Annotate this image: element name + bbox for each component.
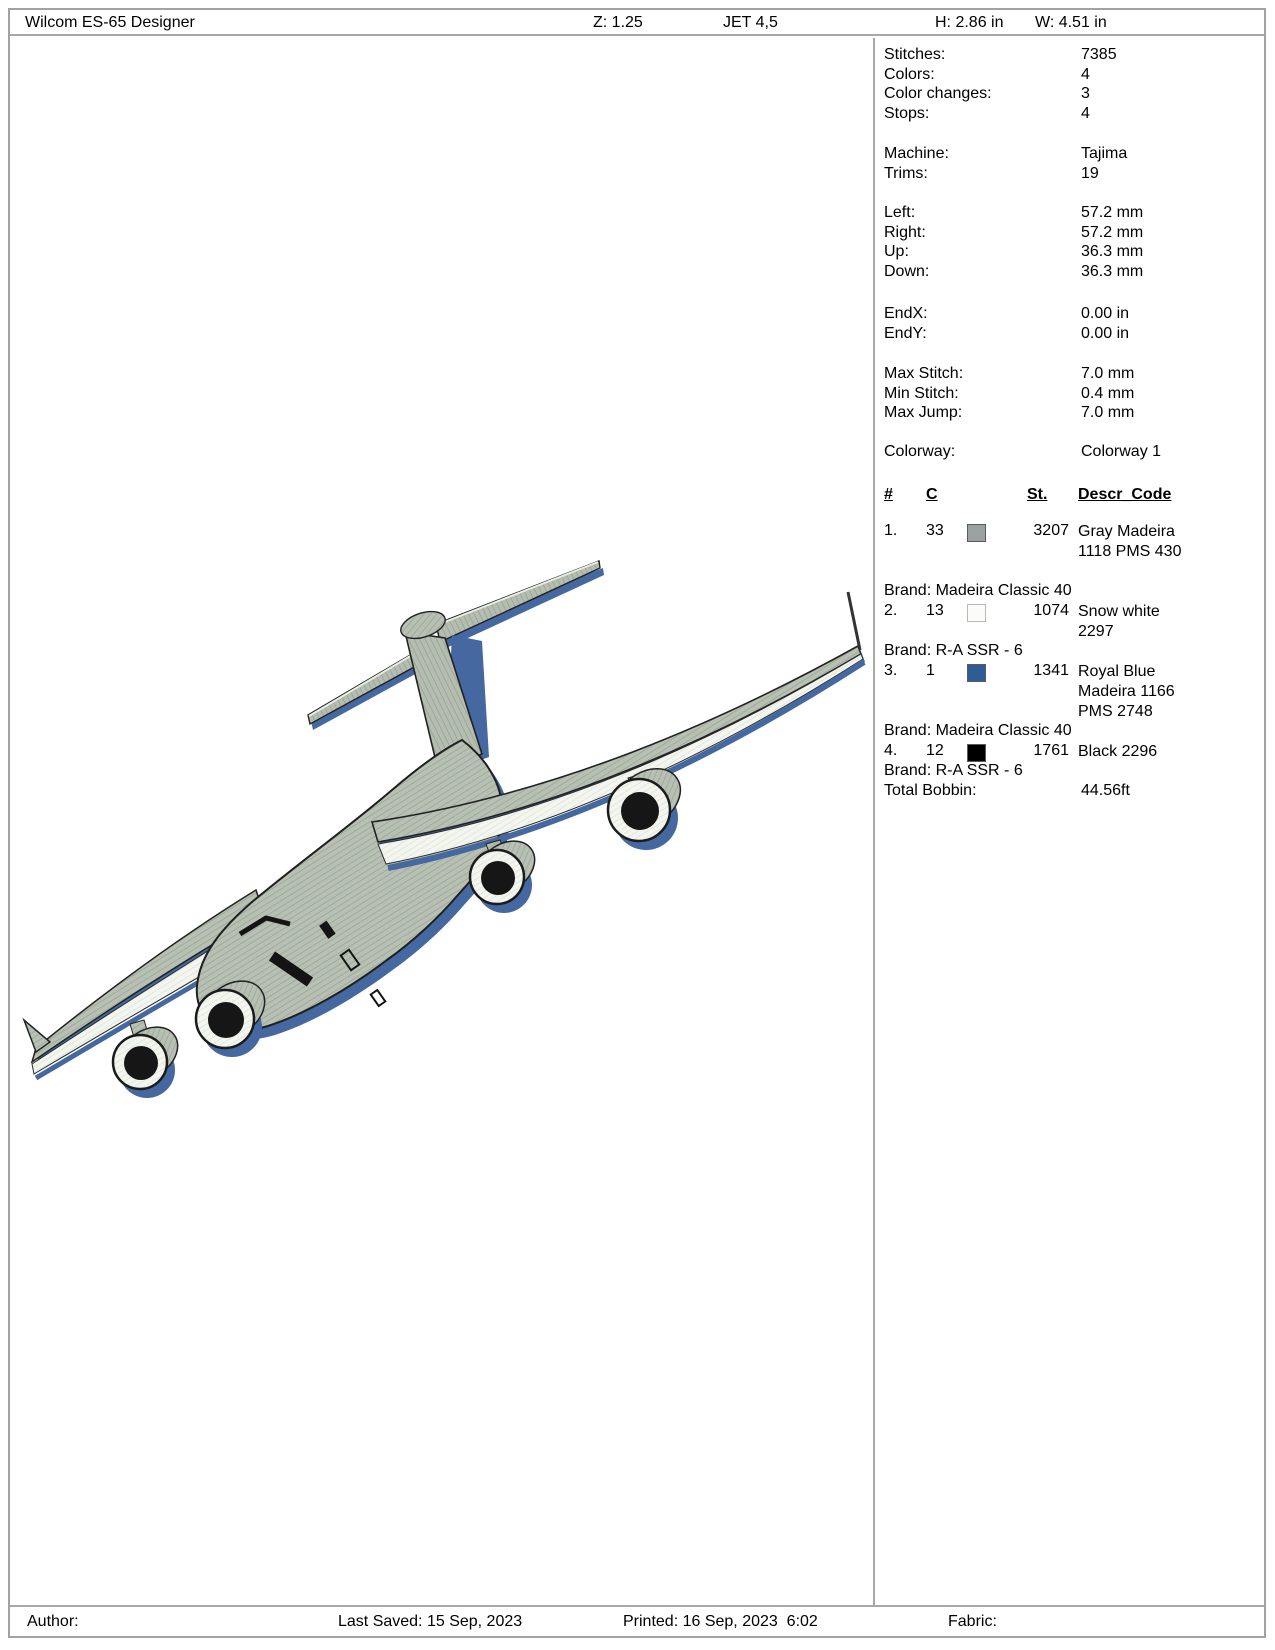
app-title: Wilcom ES-65 Designer [25,14,195,31]
last-saved-field: Last Saved: 15 Sep, 2023 [338,1613,523,1630]
design-width: W: 4.51 in [1035,14,1107,31]
jet-readout: JET 4,5 [723,14,778,31]
thread-swatch [967,744,986,762]
thread-row-num: 4. [884,742,898,759]
stat-label: EndX: [884,305,928,322]
thread-row-count: 33 [926,522,944,539]
margins-group [875,204,1264,282]
document-frame [8,8,1266,1638]
thread-brand: Brand: Madeira Classic 40 [884,582,1072,599]
thread-description: Snow white 2297 [1078,603,1160,640]
thread-stitch-count: 1761 [1033,742,1069,759]
fabric-field: Fabric: [948,1613,997,1630]
stat-label: Down: [884,262,930,280]
stat-label: Max Jump: [884,404,963,421]
end-position-group [875,305,1264,344]
thread-swatch [967,664,986,682]
stat-value: 0.4 mm [1081,384,1135,402]
thread-description: Gray Madeira 1118 PMS 430 [1078,523,1182,560]
printed-field: Printed: 16 Sep, 2023 6:02 [623,1613,818,1630]
stat-value: 36.3 mm [1081,262,1144,280]
stat-label: EndY: [884,324,927,342]
stat-value: 4 [1081,65,1090,83]
design-canvas [10,38,873,1608]
header-bar [10,10,1264,36]
stat-value: 19 [1081,164,1099,182]
stat-label: Stops: [884,104,930,122]
aircraft-design [10,38,873,1608]
thread-row-num: 2. [884,602,898,619]
stat-label: Right: [884,223,926,241]
stat-label: Left: [884,204,916,221]
stat-value: 3 [1081,85,1090,102]
col-header-c: C [926,486,938,503]
thread-description: Black 2296 [1078,743,1158,760]
stat-value: 0.00 in [1081,305,1130,322]
total-bobbin-label: Total Bobbin: [884,782,977,799]
zoom-readout: Z: 1.25 [593,14,643,31]
stat-label: Up: [884,243,909,260]
col-header-descr: Descr_Code [1078,486,1172,503]
thread-stitch-count: 3207 [1033,522,1069,539]
stat-value: 36.3 mm [1081,243,1144,260]
footer-bar [10,1605,1264,1636]
stat-label: Min Stitch: [884,384,959,402]
colorway-label: Colorway: [884,443,956,460]
right-winglet [848,592,860,650]
thread-brand: Brand: Madeira Classic 40 [884,722,1072,739]
thread-row-count: 12 [926,742,944,759]
stat-value: 7385 [1081,46,1117,63]
stat-label: Colors: [884,65,935,83]
stat-value: 57.2 mm [1081,204,1144,221]
total-bobbin-value: 44.56ft [1081,782,1130,799]
thread-row-num: 1. [884,522,898,539]
stat-label: Stitches: [884,46,946,63]
design-info-panel [873,38,1264,1605]
col-header-num: # [884,486,893,503]
author-field: Author: [27,1613,79,1630]
thread-description: Royal Blue Madeira 1166 PMS 2748 [1078,663,1175,720]
stitch-stats-group [875,46,1264,124]
stat-value: 0.00 in [1081,324,1130,342]
stat-label: Machine: [884,145,949,162]
colorway-value: Colorway 1 [1081,443,1162,460]
thread-row-count: 13 [926,602,944,619]
stat-value: 4 [1081,104,1090,122]
stat-value: 7.0 mm [1081,365,1135,382]
thread-brand: Brand: R-A SSR - 6 [884,762,1023,779]
thread-brand: Brand: R-A SSR - 6 [884,642,1023,659]
design-height: H: 2.86 in [935,14,1004,31]
stat-value: 57.2 mm [1081,223,1144,241]
stat-value: 7.0 mm [1081,404,1135,421]
stitch-limits-group [875,365,1264,424]
stat-value: Tajima [1081,145,1128,162]
thread-swatch [967,524,986,542]
thread-row-count: 1 [926,662,935,679]
col-header-st: St. [1027,486,1048,503]
thread-stitch-count: 1341 [1033,662,1069,679]
thread-row-num: 3. [884,662,898,679]
thread-stitch-count: 1074 [1033,602,1069,619]
stat-label: Trims: [884,164,928,182]
machine-group [875,145,1264,184]
colorway-group [875,443,1264,463]
stat-label: Max Stitch: [884,365,964,382]
thread-swatch [967,604,986,622]
stat-label: Color changes: [884,85,992,102]
